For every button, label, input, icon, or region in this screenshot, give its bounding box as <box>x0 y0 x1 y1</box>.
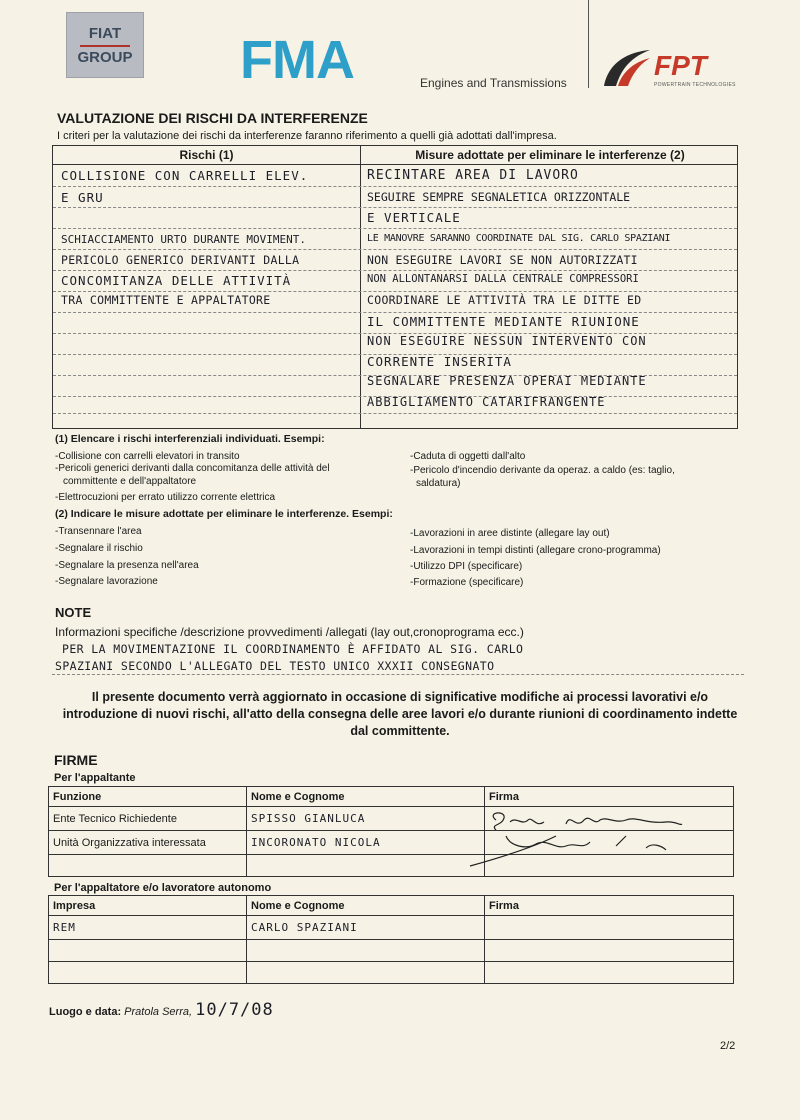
measure-line: SEGNALARE PRESENZA OPERAI MEDIANTE <box>367 374 647 388</box>
risk-line: PERICOLO GENERICO DERIVANTI DALLA <box>61 253 300 267</box>
note-handwritten-line: PER LA MOVIMENTAZIONE IL COORDINAMENTO È AFFIDATO AL SIG. CARLO <box>62 642 524 656</box>
signatures-title: FIRME <box>54 752 98 768</box>
empty-cell <box>247 855 485 877</box>
measures-col-header: Misure adottate per eliminare le interferenze (2) <box>415 148 685 162</box>
note-title: NOTE <box>55 605 92 620</box>
empty-cell <box>485 940 734 962</box>
measure-line: NON ESEGUIRE LAVORI SE NON AUTORIZZATI <box>367 253 638 267</box>
appaltatore-signature-table <box>48 895 734 984</box>
example-item: -Formazione (specificare) <box>410 577 524 588</box>
risk-line: E GRU <box>61 190 104 205</box>
example-item: -Utilizzo DPI (specificare) <box>410 561 523 572</box>
examples-risks-heading: (1) Elencare i rischi interferenziali individuati. Esempi: <box>55 433 325 445</box>
place-date <box>49 1000 274 1020</box>
empty-cell <box>49 855 247 877</box>
fiat-logo-line1: FIAT <box>88 25 122 42</box>
fpt-logo-subtext: POWERTRAIN TECHNOLOGIES <box>654 82 736 88</box>
measure-line: CORRENTE INSERITA <box>367 354 512 369</box>
page-number: 2/2 <box>720 1040 736 1052</box>
measure-line: NON ALLONTANARSI DALLA CENTRALE COMPRESSORI <box>367 273 639 285</box>
example-item: committente e dell'appaltatore <box>63 476 197 487</box>
example-item: -Lavorazioni in tempi distinti (allegare crono-programma) <box>410 545 661 556</box>
signature-scribble <box>466 806 696 870</box>
risk-line: COLLISIONE CON CARRELLI ELEV. <box>61 168 309 183</box>
table-header-firma: Firma <box>485 787 734 807</box>
empty-cell <box>247 940 485 962</box>
empty-cell <box>247 962 485 984</box>
examples-measures-heading: (2) Indicare le misure adottate per eliminare le interferenze. Esempi: <box>55 508 393 520</box>
measure-line: NON ESEGUIRE NESSUN INTERVENTO CON <box>367 334 647 348</box>
place-value: Pratola Serra, <box>124 1006 193 1018</box>
appaltante-label: Per l'appaltante <box>54 772 136 784</box>
fiat-logo-line2: GROUP <box>77 49 133 66</box>
measure-line: E VERTICALE <box>367 210 461 225</box>
example-item: -Elettrocuzioni per errato utilizzo corrente elettrica <box>55 492 276 503</box>
nome-cell: INCORONATO NICOLA <box>247 831 485 855</box>
example-item: -Collisione con carrelli elevatori in transito <box>55 451 240 462</box>
measure-line: RECINTARE AREA DI LAVORO <box>367 168 579 183</box>
table-header-firma: Firma <box>485 896 734 916</box>
empty-cell <box>485 962 734 984</box>
measure-line: COORDINARE LE ATTIVITÀ TRA LE DITTE ED <box>367 293 642 307</box>
table-header-impresa: Impresa <box>49 896 247 916</box>
fma-logo: FMA <box>240 30 354 90</box>
header-divider <box>588 0 589 88</box>
risk-table <box>52 145 738 429</box>
example-item: saldatura) <box>416 478 461 489</box>
risk-col-header: Rischi (1) <box>179 148 234 162</box>
table-header-nome: Nome e Cognome <box>247 787 485 807</box>
note-handwritten-line: SPAZIANI SECONDO L'ALLEGATO DEL TESTO UNICO XXXII CONSEGNATO <box>55 659 495 673</box>
impresa-cell: REM <box>49 916 247 940</box>
firma-cell <box>485 916 734 940</box>
table-header-funzione: Funzione <box>49 787 247 807</box>
example-item: -Pericoli generici derivanti dalla concomitanza delle attività del <box>55 463 330 474</box>
example-item: -Lavorazioni in aree distinte (allegare lay out) <box>410 528 610 539</box>
measure-line: LE MANOVRE SARANNO COORDINATE DAL SIG. CARLO SPAZIANI <box>367 233 671 244</box>
table-header-nome: Nome e Cognome <box>247 896 485 916</box>
empty-cell <box>49 940 247 962</box>
note-dotted-line <box>52 674 744 675</box>
document-intro: I criteri per la valutazione dei rischi da interferenze faranno riferimento a quelli già adottati dall'impresa. <box>57 130 557 142</box>
example-item: -Segnalare lavorazione <box>55 576 158 587</box>
empty-cell <box>49 962 247 984</box>
example-item: -Pericolo d'incendio derivante da operaz. a caldo (es: taglio, <box>410 465 675 476</box>
fiat-group-logo <box>66 12 144 78</box>
example-item: -Caduta di oggetti dall'alto <box>410 451 526 462</box>
measure-line: SEGUIRE SEMPRE SEGNALETICA ORIZZONTALE <box>367 190 631 204</box>
date-value: 10/7/08 <box>195 1000 274 1020</box>
note-info: Informazioni specifiche /descrizione provvedimenti /allegati (lay out,cronoprograma ecc.) <box>55 625 524 639</box>
funzione-cell: Unità Organizzativa interessata <box>49 831 247 855</box>
risk-line: TRA COMMITTENTE E APPALTATORE <box>61 293 271 307</box>
funzione-cell: Ente Tecnico Richiedente <box>49 807 247 831</box>
update-statement: Il presente documento verrà aggiornato in occasione di significative modifiche ai processi lavorativi e/o introduzione di nuovi rischi, all'atto della consegna delle aree lavori e/o durante riunioni di coordinamento indette dal committente. <box>62 690 738 738</box>
risk-line: CONCOMITANZA DELLE ATTIVITÀ <box>61 273 292 288</box>
risk-line: SCHIACCIAMENTO URTO DURANTE MOVIMENT. <box>61 233 307 246</box>
header-subtitle: Engines and Transmissions <box>420 76 567 90</box>
measure-line: ABBIGLIAMENTO CATARIFRANGENTE <box>367 395 606 409</box>
appaltatore-label: Per l'appaltatore e/o lavoratore autonomo <box>54 882 272 894</box>
example-item: -Segnalare il rischio <box>55 543 143 554</box>
example-item: -Segnalare la presenza nell'area <box>55 560 199 571</box>
fpt-swoosh-icon <box>600 46 652 88</box>
example-item: -Transennare l'area <box>55 526 142 537</box>
nome-cell: CARLO SPAZIANI <box>247 916 485 940</box>
measure-line: IL COMMITTENTE MEDIANTE RIUNIONE <box>367 314 640 329</box>
nome-cell: SPISSO GIANLUCA <box>247 807 485 831</box>
fpt-logo: FPT <box>654 50 707 81</box>
document-title: VALUTAZIONE DEI RISCHI DA INTERFERENZE <box>57 110 368 126</box>
place-date-label: Luogo e data: <box>49 1006 122 1018</box>
